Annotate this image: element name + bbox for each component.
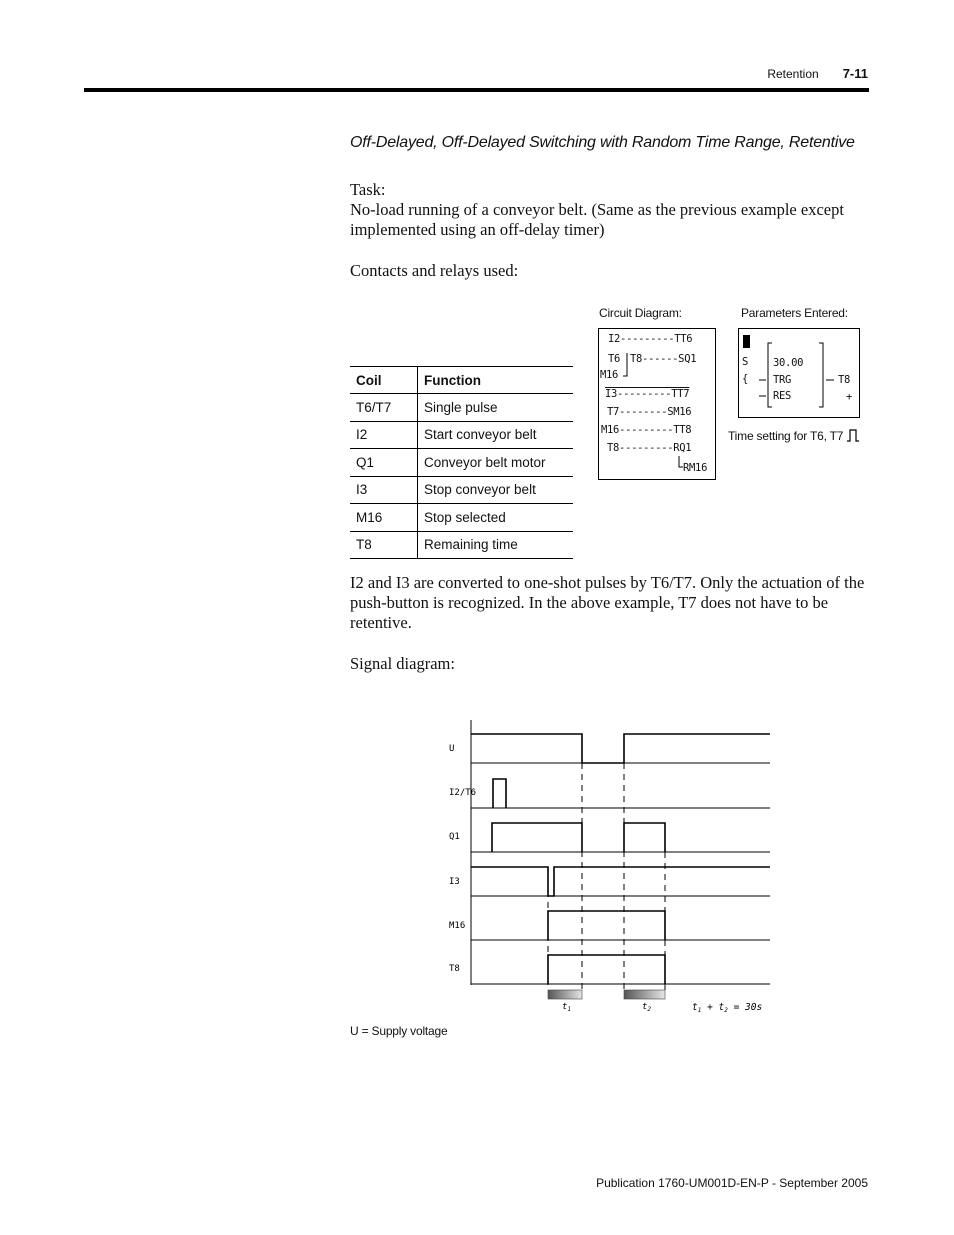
parameters-display — [738, 328, 860, 418]
table-row — [350, 531, 573, 559]
signal-label-t8: T8 — [449, 964, 460, 974]
param-res: RES — [773, 390, 792, 402]
circuit-line: T8---------RQ1 — [607, 442, 692, 454]
cell-function: Conveyor belt motor — [418, 449, 574, 477]
signal-diagram-label: Signal diagram: — [350, 654, 455, 673]
table-row — [350, 394, 573, 422]
header-rule — [84, 88, 869, 92]
signal-diagram — [0, 710, 954, 1040]
parameter-brackets — [739, 329, 859, 417]
waveform-i2t6 — [493, 779, 506, 808]
param-brace: { — [742, 373, 749, 385]
circuit-line: T8------SQ1 — [630, 353, 697, 365]
signal-label-i3: I3 — [449, 877, 460, 887]
coil-function-table — [350, 366, 573, 559]
waveform-m16 — [548, 911, 665, 940]
column-header-function: Function — [418, 367, 574, 394]
circuit-line: I2---------TT6 — [608, 333, 693, 345]
param-time-value: 30.00 — [773, 357, 804, 369]
label-time-sum: $t_1 + t_2 = 30s$ — [692, 1002, 763, 1014]
signal-label-u: U — [449, 744, 455, 754]
task-description: No-load running of a conveyor belt. (Same as the previous example except implemented using an off-delay timer) — [350, 200, 844, 239]
circuit-connectors — [599, 329, 715, 479]
waveform-u — [471, 734, 770, 763]
cell-function: Stop selected — [418, 504, 574, 532]
param-trg: TRG — [773, 374, 792, 386]
waveform-i3 — [471, 867, 770, 896]
param-t8: T8 — [838, 374, 851, 386]
table-row — [350, 504, 573, 532]
signal-label-i2t6: I2/T6 — [449, 788, 477, 798]
cell-function: Single pulse — [418, 394, 574, 422]
signal-label-m16: M16 — [449, 921, 466, 931]
label-t1: $t_1$ — [562, 1002, 572, 1013]
circuit-diagram — [598, 328, 716, 480]
timing-guides — [548, 763, 665, 990]
table-row — [350, 449, 573, 477]
waveform-q1 — [492, 823, 665, 852]
contacts-label: Contacts and relays used: — [350, 261, 519, 280]
cell-function: Start conveyor belt — [418, 421, 574, 449]
table-header-row — [350, 367, 573, 394]
circuit-line: I3---------TT7 — [605, 388, 690, 400]
cell-coil: Q1 — [350, 449, 418, 477]
waveform-t8 — [548, 955, 665, 984]
table-row — [350, 476, 573, 504]
time-bar-t2 — [624, 990, 665, 999]
circuit-line: T6 — [608, 353, 621, 365]
supply-voltage-note: U = Supply voltage — [350, 1024, 448, 1038]
signal-baselines — [471, 763, 770, 984]
time-setting-text: Time setting for T6, T7 — [728, 429, 844, 443]
cell-coil: T6/T7 — [350, 394, 418, 422]
cell-function: Stop conveyor belt — [418, 476, 574, 504]
parameters-caption: Parameters Entered: — [741, 306, 848, 320]
cell-function: Remaining time — [418, 531, 574, 559]
task-label: Task: — [350, 180, 386, 199]
param-s: S — [742, 356, 749, 368]
label-t2: $t_2$ — [642, 1002, 652, 1013]
circuit-line: RM16 — [683, 462, 708, 474]
header-section-title: Retention — [767, 67, 819, 81]
cell-coil: I3 — [350, 476, 418, 504]
circuit-line: T7--------SM16 — [607, 406, 692, 418]
time-setting-caption — [728, 428, 860, 443]
pulse-icon — [846, 428, 860, 442]
circuit-line: M16 — [600, 369, 619, 381]
signal-label-q1: Q1 — [449, 832, 460, 842]
circuit-diagram-caption: Circuit Diagram: — [599, 306, 682, 320]
cell-coil: M16 — [350, 504, 418, 532]
param-plus: + — [846, 391, 853, 403]
cell-coil: T8 — [350, 531, 418, 559]
running-header — [767, 66, 868, 81]
header-page-number: 7-11 — [842, 66, 868, 81]
column-header-coil: Coil — [350, 367, 418, 394]
table-row — [350, 421, 573, 449]
page-footer: Publication 1760-UM001D-EN-P - September 2005 — [596, 1176, 868, 1190]
circuit-line: M16---------TT8 — [601, 424, 692, 436]
section-heading: Off-Delayed, Off-Delayed Switching with Random Time Range, Retentive — [350, 134, 855, 151]
explanation-paragraph: I2 and I3 are converted to one-shot pulses by T6/T7. Only the actuation of the push-button is recognized. In the above example, T7 does not have to be retentive. — [350, 573, 865, 632]
cell-coil: I2 — [350, 421, 418, 449]
time-bar-t1 — [548, 990, 582, 999]
